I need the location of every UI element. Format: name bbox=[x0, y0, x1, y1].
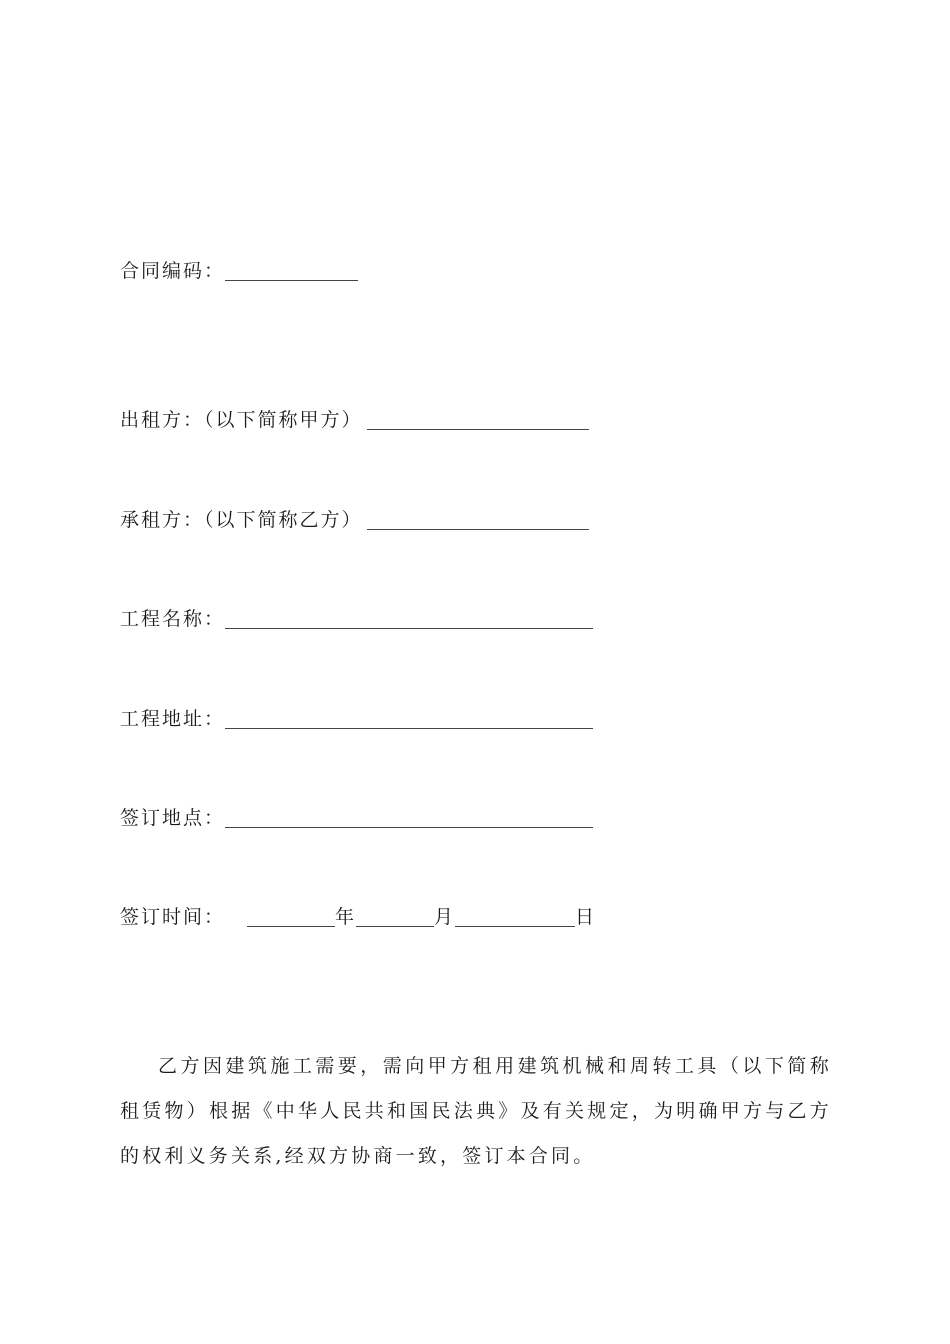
project-address-label: 工程地址： bbox=[120, 708, 226, 730]
contract-code-row bbox=[120, 256, 358, 284]
project-name-row bbox=[120, 604, 593, 632]
signing-time-row bbox=[120, 902, 596, 930]
lessor-label: 出租方：（以下简称甲方） bbox=[120, 409, 363, 431]
signing-place-row bbox=[120, 803, 593, 831]
contract-code-label: 合同编码： bbox=[120, 260, 226, 282]
year-unit: 年 bbox=[335, 906, 357, 928]
month-unit: 月 bbox=[434, 906, 456, 928]
signing-time-label: 签订时间： bbox=[120, 906, 226, 928]
lessee-blank[interactable] bbox=[367, 509, 589, 530]
lessee-label: 承租方：（以下简称乙方） bbox=[120, 509, 363, 531]
lessee-row bbox=[120, 505, 589, 533]
signing-place-label: 签订地点： bbox=[120, 807, 226, 829]
year-blank[interactable] bbox=[247, 906, 335, 927]
contract-code-blank[interactable] bbox=[225, 260, 358, 281]
project-name-label: 工程名称： bbox=[120, 608, 226, 630]
day-unit: 日 bbox=[575, 906, 597, 928]
signing-place-blank[interactable] bbox=[225, 807, 593, 828]
preamble-text: 乙方因建筑施工需要，需向甲方租用建筑机械和周转工具（以下简称租赁物）根据《中华人民共和国民法典》及有关规定，为明确甲方与乙方的权利义务关系,经双方协商一致，签订本合同。 bbox=[120, 1055, 832, 1167]
lessor-blank[interactable] bbox=[367, 409, 589, 430]
lessor-row bbox=[120, 405, 589, 433]
project-name-blank[interactable] bbox=[225, 608, 593, 629]
day-blank[interactable] bbox=[455, 906, 575, 927]
preamble-paragraph bbox=[120, 1044, 832, 1179]
project-address-blank[interactable] bbox=[225, 708, 593, 729]
month-blank[interactable] bbox=[356, 906, 434, 927]
project-address-row bbox=[120, 704, 593, 732]
